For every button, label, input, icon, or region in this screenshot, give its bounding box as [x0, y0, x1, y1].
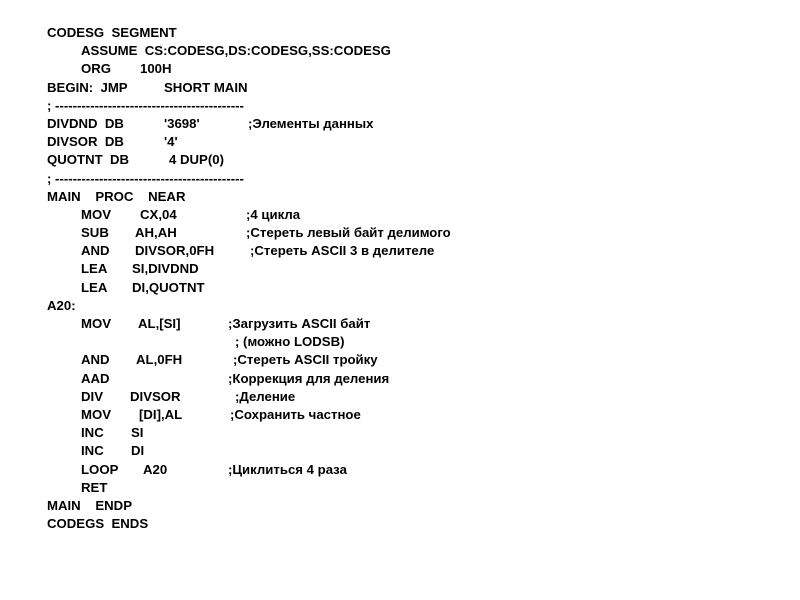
code-text: MAIN PROC NEAR: [47, 188, 186, 204]
code-comment: ;Стереть ASCII тройку: [233, 352, 378, 368]
code-comment: ;Циклиться 4 раза: [228, 461, 347, 477]
code-text: CODESG SEGMENT: [47, 25, 177, 40]
code-mnemonic: INC: [81, 443, 104, 459]
code-comment: ; (можно LODSB): [235, 334, 345, 350]
code-text: ASSUME CS:CODESG,DS:CODESG,SS:CODESG: [81, 43, 391, 59]
code-operand: 100H: [140, 61, 172, 77]
code-label: DIVDND DB: [47, 115, 124, 131]
code-operand: 4 DUP(0): [169, 152, 224, 168]
code-text: MAIN ENDP: [47, 497, 132, 513]
code-comment: ;Загрузить ASCII байт: [228, 316, 371, 331]
code-operand: A20: [143, 461, 168, 477]
code-comment: ;Сохранить частное: [230, 406, 361, 422]
code-operand: DIVSOR: [130, 388, 181, 404]
code-mnemonic: AND: [81, 352, 110, 368]
separator-comment: ; -------------------------------------------: [47, 97, 244, 113]
code-operand: '3698': [164, 115, 200, 131]
code-mnemonic: INC: [81, 425, 104, 441]
code-comment: ;Деление: [235, 388, 296, 404]
code-mnemonic: RET: [81, 479, 108, 495]
code-label: DIVSOR DB: [47, 134, 124, 150]
code-comment: ;Стереть ASCII 3 в делителе: [250, 243, 435, 259]
code-operand: AL,[SI]: [138, 316, 181, 331]
code-mnemonic: ORG: [81, 61, 112, 77]
code-comment: ;Коррекция для деления: [228, 370, 390, 386]
code-comment: ;Стереть левый байт делимого: [246, 225, 451, 241]
code-mnemonic: AND: [81, 243, 110, 259]
code-mnemonic: LOOP: [81, 461, 119, 477]
code-mnemonic: AAD: [81, 370, 110, 386]
code-operand: SHORT MAIN: [164, 79, 248, 95]
code-mnemonic: MOV: [81, 316, 112, 331]
code-operand: DI,QUOTNT: [132, 279, 205, 295]
code-mnemonic: DIV: [81, 388, 103, 404]
code-operand: AL,0FH: [136, 352, 183, 368]
code-operand: SI: [131, 425, 144, 441]
code-mnemonic: MOV: [81, 206, 112, 222]
code-operand: CX,04: [140, 206, 177, 222]
code-operand: DIVSOR,0FH: [135, 243, 215, 259]
code-comment: ;4 цикла: [246, 206, 301, 222]
code-operand: DI: [131, 443, 145, 459]
code-mnemonic: SUB: [81, 225, 109, 241]
code-label: QUOTNT DB: [47, 152, 130, 168]
code-label: BEGIN: JMP: [47, 79, 128, 95]
code-mnemonic: MOV: [81, 406, 112, 422]
code-operand: AH,AH: [135, 225, 177, 241]
code-comment: ;Элементы данных: [248, 115, 374, 131]
code-label: A20:: [47, 297, 76, 313]
code-operand: SI,DIVDND: [132, 261, 199, 277]
code-mnemonic: LEA: [81, 261, 108, 277]
separator-comment: ; -------------------------------------------: [47, 170, 244, 186]
code-mnemonic: LEA: [81, 279, 108, 295]
code-text: CODEGS ENDS: [47, 516, 149, 532]
code-operand: '4': [164, 134, 178, 150]
code-operand: [DI],AL: [139, 406, 183, 422]
